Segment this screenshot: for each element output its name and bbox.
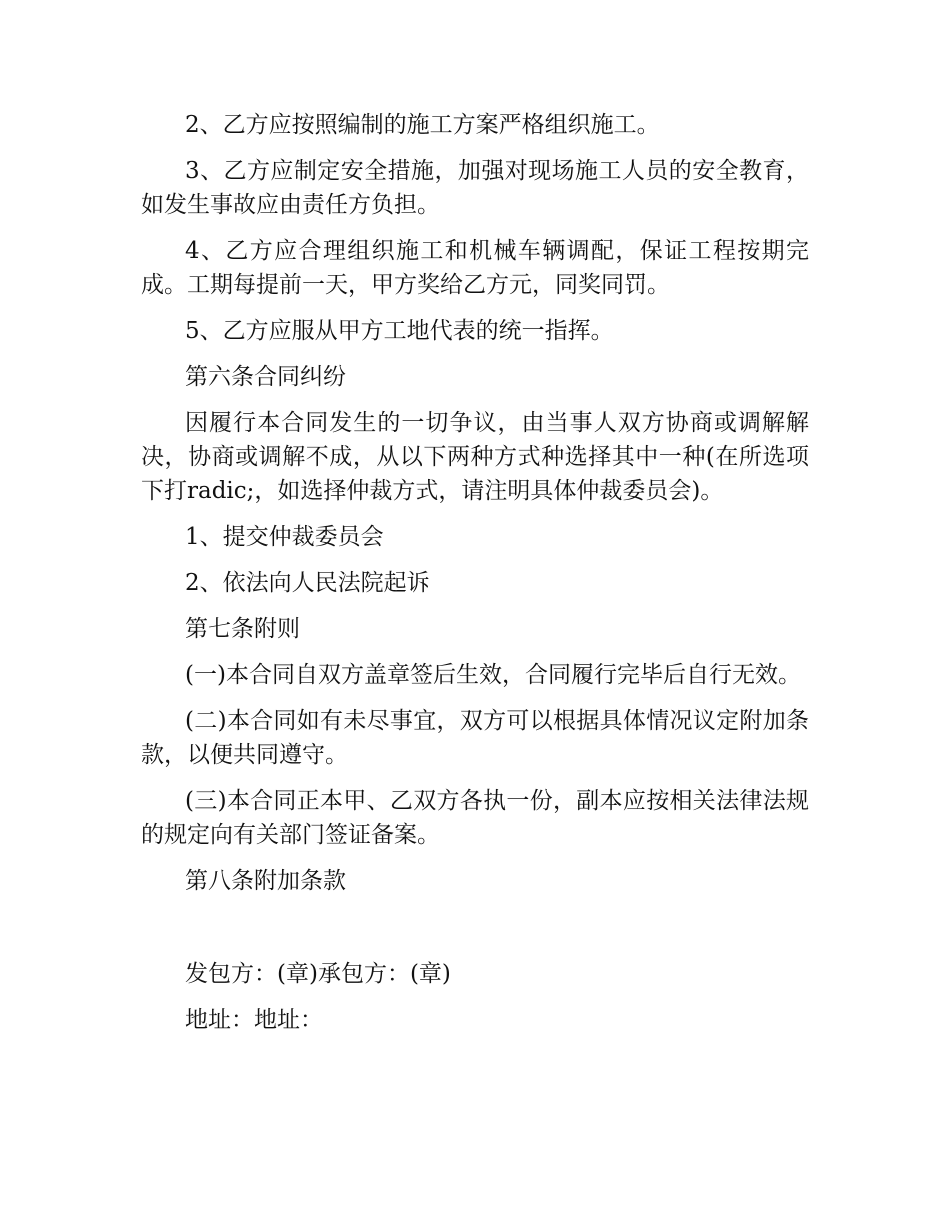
article-6-dispute-text: 因履行本合同发生的一切争议，由当事人双方协商或调解解决，协商或调解不成，从以下两种方式种选择其中一种(在所选项下打radic;，如选择仲裁方式，请注明具体仲裁委员会)。 — [141, 410, 809, 504]
dispute-option-court: 2、依法向人民法院起诉 — [185, 570, 430, 596]
clause-5-command: 5、乙方应服从甲方工地代表的统一指挥。 — [185, 318, 614, 344]
article-7-heading: 第七条附则 — [185, 616, 300, 642]
article-6-heading: 第六条合同纠纷 — [185, 364, 346, 390]
article-7-item-1: (一)本合同自双方盖章签后生效，合同履行完毕后自行无效。 — [185, 662, 801, 688]
blank-space — [141, 910, 809, 957]
clause-2-construction-plan: 2、乙方应按照编制的施工方案严格组织施工。 — [185, 112, 660, 138]
document-body — [141, 108, 809, 1049]
article-7-item-3: (三)本合同正本甲、乙双方各执一份，副本应按相关法律法规的规定向有关部门签证备案。 — [141, 788, 809, 848]
article-7-item-2: (二)本合同如有未尽事宜，双方可以根据具体情况议定附加条款，以便共同遵守。 — [141, 708, 809, 768]
signature-line: 发包方：(章)承包方：(章) — [185, 961, 451, 987]
clause-4-schedule: 4、乙方应合理组织施工和机械车辆调配，保证工程按期完成。工期每提前一天，甲方奖给乙方元，同奖同罚。 — [141, 238, 809, 298]
address-line: 地址：地址： — [185, 1007, 323, 1033]
dispute-option-arbitration: 1、提交仲裁委员会 — [185, 524, 384, 550]
article-8-heading: 第八条附加条款 — [185, 868, 346, 894]
clause-3-safety-measures: 3、乙方应制定安全措施，加强对现场施工人员的安全教育，如发生事故应由责任方负担。 — [141, 158, 809, 218]
